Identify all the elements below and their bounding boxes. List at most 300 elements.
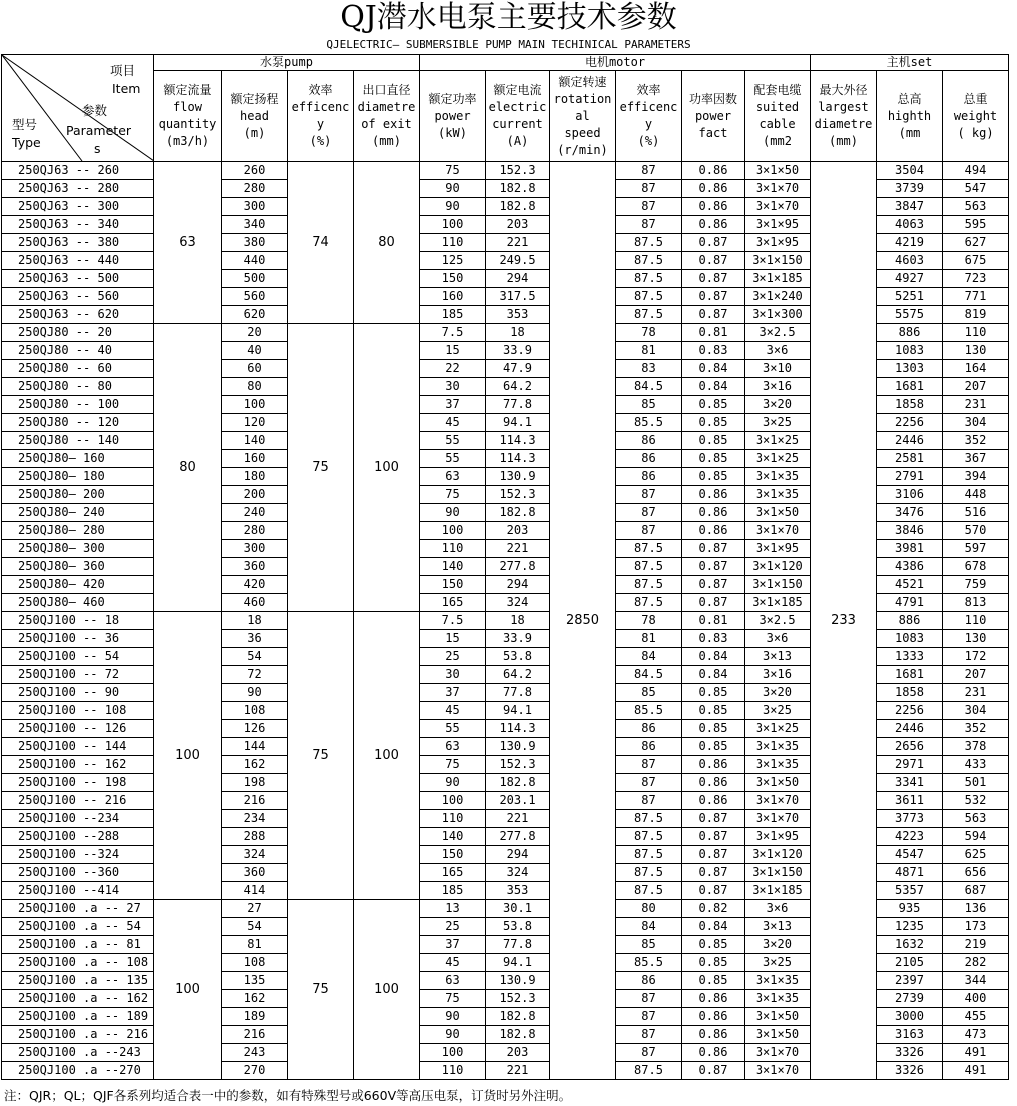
power-cell: 22 bbox=[420, 360, 486, 378]
cable-cell: 3×1×70 bbox=[745, 1062, 811, 1080]
model-cell: 250QJ100 .a -- 162 bbox=[2, 990, 154, 1008]
cable-cell: 3×1×185 bbox=[745, 270, 811, 288]
height-header: 总高 highth (mm bbox=[877, 71, 943, 162]
head-cell: 360 bbox=[222, 558, 288, 576]
height-cell: 1303 bbox=[877, 360, 943, 378]
head-cell: 108 bbox=[222, 954, 288, 972]
head-cell: 280 bbox=[222, 522, 288, 540]
model-cell: 250QJ63 -- 440 bbox=[2, 252, 154, 270]
cable-cell: 3×1×50 bbox=[745, 504, 811, 522]
motor-efficiency-cell: 87 bbox=[616, 990, 682, 1008]
height-cell: 2791 bbox=[877, 468, 943, 486]
height-cell: 1681 bbox=[877, 666, 943, 684]
power-cell: 125 bbox=[420, 252, 486, 270]
weight-cell: 394 bbox=[943, 468, 1009, 486]
weight-cell: 771 bbox=[943, 288, 1009, 306]
pump-efficiency-cell: 75 bbox=[288, 900, 354, 1080]
weight-cell: 304 bbox=[943, 702, 1009, 720]
motor-efficiency-cell: 78 bbox=[616, 612, 682, 630]
power-factor-cell: 0.81 bbox=[682, 612, 745, 630]
power-cell: 100 bbox=[420, 216, 486, 234]
current-cell: 30.1 bbox=[486, 900, 550, 918]
height-cell: 3326 bbox=[877, 1062, 943, 1080]
power-cell: 30 bbox=[420, 666, 486, 684]
head-cell: 260 bbox=[222, 162, 288, 180]
motor-efficiency-cell: 85 bbox=[616, 684, 682, 702]
current-cell: 294 bbox=[486, 270, 550, 288]
power-factor-cell: 0.87 bbox=[682, 810, 745, 828]
current-cell: 53.8 bbox=[486, 918, 550, 936]
power-cell: 165 bbox=[420, 864, 486, 882]
model-cell: 250QJ63 -- 260 bbox=[2, 162, 154, 180]
motor-efficiency-cell: 87.5 bbox=[616, 594, 682, 612]
power-factor-cell: 0.87 bbox=[682, 558, 745, 576]
weight-cell: 819 bbox=[943, 306, 1009, 324]
cable-cell: 3×1×35 bbox=[745, 990, 811, 1008]
height-cell: 3981 bbox=[877, 540, 943, 558]
head-cell: 360 bbox=[222, 864, 288, 882]
height-cell: 3000 bbox=[877, 1008, 943, 1026]
model-cell: 250QJ63 -- 500 bbox=[2, 270, 154, 288]
current-cell: 203 bbox=[486, 522, 550, 540]
exit-diameter-cell: 100 bbox=[354, 324, 420, 612]
head-cell: 54 bbox=[222, 918, 288, 936]
weight-cell: 367 bbox=[943, 450, 1009, 468]
power-cell: 55 bbox=[420, 720, 486, 738]
weight-cell: 130 bbox=[943, 342, 1009, 360]
power-cell: 7.5 bbox=[420, 612, 486, 630]
model-cell: 250QJ80 -- 100 bbox=[2, 396, 154, 414]
height-cell: 4219 bbox=[877, 234, 943, 252]
motor-efficiency-cell: 86 bbox=[616, 432, 682, 450]
current-cell: 53.8 bbox=[486, 648, 550, 666]
model-cell: 250QJ80 -- 20 bbox=[2, 324, 154, 342]
model-cell: 250QJ63 -- 560 bbox=[2, 288, 154, 306]
current-cell: 221 bbox=[486, 234, 550, 252]
model-cell: 250QJ100 -- 126 bbox=[2, 720, 154, 738]
current-cell: 64.2 bbox=[486, 378, 550, 396]
head-cell: 54 bbox=[222, 648, 288, 666]
current-cell: 18 bbox=[486, 612, 550, 630]
cable-cell: 3×1×95 bbox=[745, 234, 811, 252]
power-factor-cell: 0.87 bbox=[682, 576, 745, 594]
weight-cell: 282 bbox=[943, 954, 1009, 972]
section-unit: 主机set bbox=[811, 55, 1009, 71]
motor-efficiency-cell: 87 bbox=[616, 1026, 682, 1044]
current-cell: 277.8 bbox=[486, 558, 550, 576]
current-cell: 18 bbox=[486, 324, 550, 342]
current-cell: 77.8 bbox=[486, 396, 550, 414]
current-cell: 47.9 bbox=[486, 360, 550, 378]
power-factor-cell: 0.82 bbox=[682, 900, 745, 918]
current-cell: 94.1 bbox=[486, 954, 550, 972]
model-cell: 250QJ100 .a -- 54 bbox=[2, 918, 154, 936]
motor-efficiency-cell: 87.5 bbox=[616, 882, 682, 900]
power-factor-cell: 0.85 bbox=[682, 936, 745, 954]
head-cell: 460 bbox=[222, 594, 288, 612]
current-cell: 33.9 bbox=[486, 342, 550, 360]
height-cell: 935 bbox=[877, 900, 943, 918]
cable-cell: 3×2.5 bbox=[745, 612, 811, 630]
cable-cell: 3×1×95 bbox=[745, 540, 811, 558]
head-cell: 140 bbox=[222, 432, 288, 450]
height-cell: 4063 bbox=[877, 216, 943, 234]
height-cell: 2446 bbox=[877, 720, 943, 738]
height-cell: 2581 bbox=[877, 450, 943, 468]
current-cell: 182.8 bbox=[486, 774, 550, 792]
model-cell: 250QJ100 -- 144 bbox=[2, 738, 154, 756]
power-factor-cell: 0.83 bbox=[682, 630, 745, 648]
motor-efficiency-cell: 87.5 bbox=[616, 828, 682, 846]
head-cell: 414 bbox=[222, 882, 288, 900]
cable-cell: 3×10 bbox=[745, 360, 811, 378]
height-cell: 3847 bbox=[877, 198, 943, 216]
cable-cell: 3×16 bbox=[745, 666, 811, 684]
power-factor-cell: 0.86 bbox=[682, 522, 745, 540]
cable-cell: 3×1×35 bbox=[745, 738, 811, 756]
power-factor-cell: 0.87 bbox=[682, 540, 745, 558]
weight-cell: 491 bbox=[943, 1044, 1009, 1062]
power-factor-cell: 0.84 bbox=[682, 648, 745, 666]
cable-cell: 3×16 bbox=[745, 378, 811, 396]
weight-cell: 455 bbox=[943, 1008, 1009, 1026]
current-cell: 77.8 bbox=[486, 936, 550, 954]
height-cell: 2971 bbox=[877, 756, 943, 774]
model-cell: 250QJ80 -- 60 bbox=[2, 360, 154, 378]
head-cell: 160 bbox=[222, 450, 288, 468]
power-cell: 7.5 bbox=[420, 324, 486, 342]
power-factor-cell: 0.86 bbox=[682, 1026, 745, 1044]
power-cell: 110 bbox=[420, 234, 486, 252]
power-header: 额定功率 power (kW) bbox=[420, 71, 486, 162]
height-cell: 1083 bbox=[877, 630, 943, 648]
power-factor-cell: 0.87 bbox=[682, 234, 745, 252]
pump-efficiency-cell: 74 bbox=[288, 162, 354, 324]
power-factor-cell: 0.87 bbox=[682, 252, 745, 270]
power-cell: 15 bbox=[420, 630, 486, 648]
weight-cell: 344 bbox=[943, 972, 1009, 990]
weight-cell: 570 bbox=[943, 522, 1009, 540]
current-cell: 182.8 bbox=[486, 180, 550, 198]
height-cell: 4603 bbox=[877, 252, 943, 270]
model-cell: 250QJ100 -- 72 bbox=[2, 666, 154, 684]
height-cell: 886 bbox=[877, 324, 943, 342]
current-cell: 152.3 bbox=[486, 756, 550, 774]
current-cell: 353 bbox=[486, 882, 550, 900]
height-cell: 3611 bbox=[877, 792, 943, 810]
weight-cell: 595 bbox=[943, 216, 1009, 234]
weight-cell: 501 bbox=[943, 774, 1009, 792]
motor-efficiency-cell: 87.5 bbox=[616, 306, 682, 324]
power-cell: 37 bbox=[420, 684, 486, 702]
corner-type-cn: 型号 bbox=[12, 117, 38, 132]
model-cell: 250QJ100 -- 18 bbox=[2, 612, 154, 630]
height-cell: 886 bbox=[877, 612, 943, 630]
power-cell: 25 bbox=[420, 648, 486, 666]
height-cell: 1681 bbox=[877, 378, 943, 396]
current-cell: 317.5 bbox=[486, 288, 550, 306]
power-factor-cell: 0.86 bbox=[682, 486, 745, 504]
model-cell: 250QJ80— 200 bbox=[2, 486, 154, 504]
power-factor-cell: 0.86 bbox=[682, 1008, 745, 1026]
power-factor-cell: 0.87 bbox=[682, 1062, 745, 1080]
motor-efficiency-cell: 81 bbox=[616, 630, 682, 648]
corner-param-en-2: s bbox=[94, 141, 101, 156]
weight-cell: 759 bbox=[943, 576, 1009, 594]
weight-cell: 231 bbox=[943, 684, 1009, 702]
height-cell: 3341 bbox=[877, 774, 943, 792]
power-factor-cell: 0.85 bbox=[682, 972, 745, 990]
model-cell: 250QJ80— 180 bbox=[2, 468, 154, 486]
power-factor-cell: 0.85 bbox=[682, 684, 745, 702]
model-cell: 250QJ100 .a --243 bbox=[2, 1044, 154, 1062]
power-factor-cell: 0.85 bbox=[682, 702, 745, 720]
head-cell: 288 bbox=[222, 828, 288, 846]
height-cell: 1632 bbox=[877, 936, 943, 954]
cable-cell: 3×1×120 bbox=[745, 846, 811, 864]
corner-header bbox=[2, 55, 154, 162]
cable-cell: 3×1×70 bbox=[745, 180, 811, 198]
height-cell: 5357 bbox=[877, 882, 943, 900]
current-cell: 203.1 bbox=[486, 792, 550, 810]
current-cell: 114.3 bbox=[486, 432, 550, 450]
exit-diameter-cell: 100 bbox=[354, 612, 420, 900]
model-cell: 250QJ80— 240 bbox=[2, 504, 154, 522]
model-cell: 250QJ100 .a -- 135 bbox=[2, 972, 154, 990]
power-cell: 75 bbox=[420, 990, 486, 1008]
power-cell: 90 bbox=[420, 504, 486, 522]
current-cell: 94.1 bbox=[486, 702, 550, 720]
cable-cell: 3×25 bbox=[745, 954, 811, 972]
power-cell: 110 bbox=[420, 540, 486, 558]
corner-type-en: Type bbox=[12, 135, 41, 150]
power-factor-cell: 0.85 bbox=[682, 450, 745, 468]
table-row bbox=[2, 162, 1009, 180]
pump-efficiency-cell: 75 bbox=[288, 612, 354, 900]
motor-efficiency-cell: 87.5 bbox=[616, 252, 682, 270]
cable-cell: 3×1×70 bbox=[745, 810, 811, 828]
head-cell: 100 bbox=[222, 396, 288, 414]
height-cell: 2656 bbox=[877, 738, 943, 756]
current-cell: 77.8 bbox=[486, 684, 550, 702]
height-cell: 2105 bbox=[877, 954, 943, 972]
motor-efficiency-cell: 87.5 bbox=[616, 288, 682, 306]
power-factor-cell: 0.86 bbox=[682, 198, 745, 216]
cable-cell: 3×1×25 bbox=[745, 450, 811, 468]
cable-cell: 3×1×150 bbox=[745, 864, 811, 882]
model-cell: 250QJ80— 160 bbox=[2, 450, 154, 468]
power-cell: 90 bbox=[420, 198, 486, 216]
footnote: 注：QJR；QL；QJF各系列均适合表一中的参数，如有特殊型号或660V等高压电泵，订货时另外注明。 bbox=[4, 1088, 572, 1103]
power-cell: 37 bbox=[420, 396, 486, 414]
cable-cell: 3×1×25 bbox=[745, 720, 811, 738]
power-cell: 63 bbox=[420, 468, 486, 486]
weight-cell: 473 bbox=[943, 1026, 1009, 1044]
power-factor-cell: 0.86 bbox=[682, 756, 745, 774]
motor-efficiency-cell: 87.5 bbox=[616, 558, 682, 576]
power-cell: 45 bbox=[420, 702, 486, 720]
power-factor-cell: 0.86 bbox=[682, 180, 745, 198]
weight-cell: 172 bbox=[943, 648, 1009, 666]
power-cell: 75 bbox=[420, 486, 486, 504]
model-cell: 250QJ100 -- 162 bbox=[2, 756, 154, 774]
weight-cell: 627 bbox=[943, 234, 1009, 252]
current-cell: 152.3 bbox=[486, 990, 550, 1008]
weight-cell: 164 bbox=[943, 360, 1009, 378]
height-cell: 3846 bbox=[877, 522, 943, 540]
head-cell: 243 bbox=[222, 1044, 288, 1062]
power-factor-cell: 0.83 bbox=[682, 342, 745, 360]
height-cell: 3739 bbox=[877, 180, 943, 198]
cable-cell: 3×25 bbox=[745, 414, 811, 432]
corner-param-en: Parameter bbox=[66, 123, 132, 138]
cable-header: 配套电缆 suited cable (mm2 bbox=[745, 71, 811, 162]
current-cell: 221 bbox=[486, 1062, 550, 1080]
power-factor-cell: 0.86 bbox=[682, 792, 745, 810]
model-cell: 250QJ100 -- 54 bbox=[2, 648, 154, 666]
cable-cell: 3×1×185 bbox=[745, 594, 811, 612]
current-cell: 114.3 bbox=[486, 720, 550, 738]
height-cell: 3773 bbox=[877, 810, 943, 828]
cable-cell: 3×1×70 bbox=[745, 522, 811, 540]
largest-diameter-cell: 233 bbox=[811, 162, 877, 1080]
weight-cell: 433 bbox=[943, 756, 1009, 774]
head-cell: 380 bbox=[222, 234, 288, 252]
weight-cell: 597 bbox=[943, 540, 1009, 558]
motor-efficiency-cell: 87 bbox=[616, 792, 682, 810]
power-cell: 140 bbox=[420, 558, 486, 576]
current-cell: 294 bbox=[486, 576, 550, 594]
cable-cell: 3×1×185 bbox=[745, 882, 811, 900]
corner-item-cn: 项目 bbox=[110, 63, 136, 78]
motor-efficiency-cell: 85.5 bbox=[616, 414, 682, 432]
power-cell: 150 bbox=[420, 270, 486, 288]
head-cell: 135 bbox=[222, 972, 288, 990]
height-cell: 4521 bbox=[877, 576, 943, 594]
head-cell: 27 bbox=[222, 900, 288, 918]
current-cell: 130.9 bbox=[486, 468, 550, 486]
motor-efficiency-cell: 84 bbox=[616, 918, 682, 936]
power-factor-cell: 0.87 bbox=[682, 594, 745, 612]
model-cell: 250QJ63 -- 300 bbox=[2, 198, 154, 216]
head-cell: 189 bbox=[222, 1008, 288, 1026]
head-cell: 198 bbox=[222, 774, 288, 792]
current-cell: 182.8 bbox=[486, 1026, 550, 1044]
motor-efficiency-cell: 87 bbox=[616, 504, 682, 522]
power-cell: 63 bbox=[420, 738, 486, 756]
cable-cell: 3×1×35 bbox=[745, 486, 811, 504]
power-cell: 165 bbox=[420, 594, 486, 612]
flow-cell: 80 bbox=[154, 324, 222, 612]
power-factor-cell: 0.87 bbox=[682, 270, 745, 288]
head-cell: 36 bbox=[222, 630, 288, 648]
head-cell: 280 bbox=[222, 180, 288, 198]
power-cell: 25 bbox=[420, 918, 486, 936]
model-cell: 250QJ80 -- 140 bbox=[2, 432, 154, 450]
motor-efficiency-cell: 83 bbox=[616, 360, 682, 378]
head-cell: 81 bbox=[222, 936, 288, 954]
motor-efficiency-cell: 87.5 bbox=[616, 576, 682, 594]
cable-cell: 3×1×50 bbox=[745, 162, 811, 180]
model-cell: 250QJ80— 300 bbox=[2, 540, 154, 558]
model-cell: 250QJ100 --414 bbox=[2, 882, 154, 900]
power-cell: 90 bbox=[420, 180, 486, 198]
power-cell: 90 bbox=[420, 1008, 486, 1026]
motor-efficiency-cell: 87 bbox=[616, 756, 682, 774]
model-cell: 250QJ100 .a -- 216 bbox=[2, 1026, 154, 1044]
cable-cell: 3×1×50 bbox=[745, 1008, 811, 1026]
cable-cell: 3×1×150 bbox=[745, 576, 811, 594]
power-factor-cell: 0.87 bbox=[682, 882, 745, 900]
motor-efficiency-cell: 87.5 bbox=[616, 270, 682, 288]
weight-cell: 130 bbox=[943, 630, 1009, 648]
power-factor-cell: 0.85 bbox=[682, 414, 745, 432]
height-cell: 1235 bbox=[877, 918, 943, 936]
current-cell: 324 bbox=[486, 594, 550, 612]
motor-efficiency-cell: 87.5 bbox=[616, 1062, 682, 1080]
head-header: 额定扬程 head (m) bbox=[222, 71, 288, 162]
current-header: 额定电流 electric current (A) bbox=[486, 71, 550, 162]
power-factor-cell: 0.85 bbox=[682, 396, 745, 414]
power-cell: 37 bbox=[420, 936, 486, 954]
model-cell: 250QJ100 .a -- 108 bbox=[2, 954, 154, 972]
cable-cell: 3×1×70 bbox=[745, 1044, 811, 1062]
power-factor-cell: 0.86 bbox=[682, 990, 745, 1008]
cable-cell: 3×1×240 bbox=[745, 288, 811, 306]
motor-efficiency-cell: 87.5 bbox=[616, 540, 682, 558]
power-factor-cell: 0.87 bbox=[682, 828, 745, 846]
motor-efficiency-header: 效率 efficenc y (%) bbox=[616, 71, 682, 162]
cable-cell: 3×1×35 bbox=[745, 756, 811, 774]
current-cell: 182.8 bbox=[486, 198, 550, 216]
cable-cell: 3×20 bbox=[745, 936, 811, 954]
head-cell: 80 bbox=[222, 378, 288, 396]
largest-diameter-header: 最大外径 largest diametre (mm) bbox=[811, 71, 877, 162]
weight-cell: 687 bbox=[943, 882, 1009, 900]
model-cell: 250QJ100 --360 bbox=[2, 864, 154, 882]
power-cell: 63 bbox=[420, 972, 486, 990]
cable-cell: 3×1×50 bbox=[745, 1026, 811, 1044]
height-cell: 2397 bbox=[877, 972, 943, 990]
head-cell: 162 bbox=[222, 990, 288, 1008]
cable-cell: 3×1×120 bbox=[745, 558, 811, 576]
corner-param-cn: 参数 bbox=[82, 103, 108, 118]
power-cell: 55 bbox=[420, 432, 486, 450]
current-cell: 114.3 bbox=[486, 450, 550, 468]
page-subtitle: QJELECTRIC— SUBMERSIBLE PUMP MAIN TECHINICAL PARAMETERS bbox=[326, 38, 691, 51]
height-cell: 4547 bbox=[877, 846, 943, 864]
head-cell: 126 bbox=[222, 720, 288, 738]
head-cell: 420 bbox=[222, 576, 288, 594]
power-cell: 90 bbox=[420, 774, 486, 792]
head-cell: 300 bbox=[222, 198, 288, 216]
model-cell: 250QJ63 -- 280 bbox=[2, 180, 154, 198]
power-cell: 110 bbox=[420, 810, 486, 828]
height-cell: 4386 bbox=[877, 558, 943, 576]
power-factor-cell: 0.84 bbox=[682, 666, 745, 684]
current-cell: 152.3 bbox=[486, 162, 550, 180]
current-cell: 33.9 bbox=[486, 630, 550, 648]
weight-cell: 675 bbox=[943, 252, 1009, 270]
current-cell: 221 bbox=[486, 540, 550, 558]
model-cell: 250QJ100 -- 36 bbox=[2, 630, 154, 648]
weight-cell: 563 bbox=[943, 810, 1009, 828]
weight-cell: 678 bbox=[943, 558, 1009, 576]
motor-efficiency-cell: 87 bbox=[616, 162, 682, 180]
weight-cell: 304 bbox=[943, 414, 1009, 432]
cable-cell: 3×6 bbox=[745, 342, 811, 360]
motor-efficiency-cell: 87 bbox=[616, 774, 682, 792]
